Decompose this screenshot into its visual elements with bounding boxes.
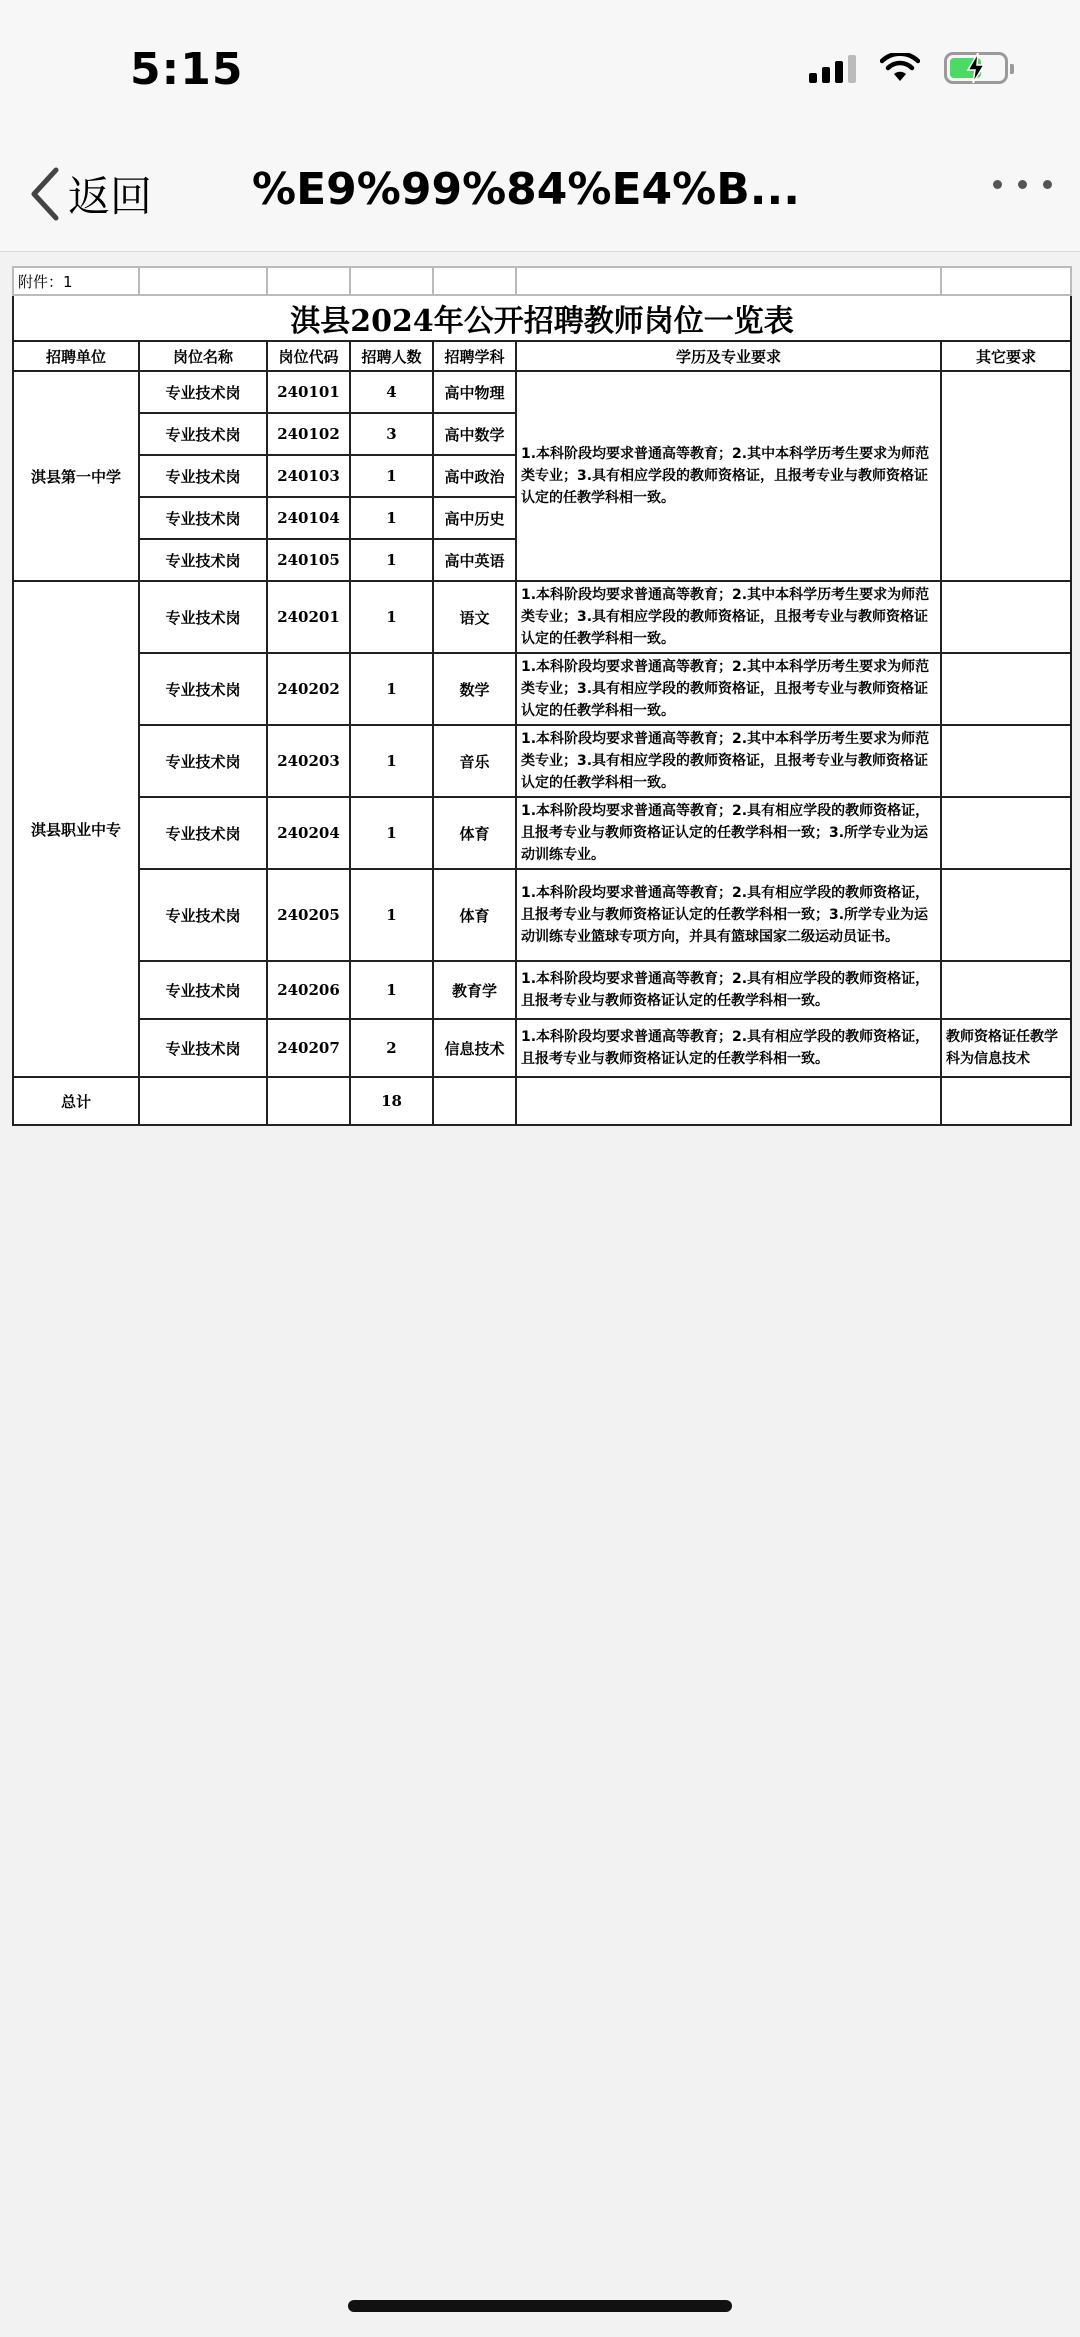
header-post-name: 岗位名称 (139, 341, 267, 371)
status-bar (0, 0, 1080, 140)
back-label: 返回 (68, 172, 153, 221)
header-count: 招聘人数 (350, 341, 433, 371)
subject-cell: 高中历史 (433, 497, 516, 539)
subject-cell: 音乐 (433, 725, 516, 797)
table-row (13, 581, 1071, 653)
total-count: 18 (350, 1077, 433, 1125)
post-code-cell: 240206 (267, 961, 350, 1019)
other-cell (941, 797, 1071, 869)
page-title: %E9%99%84%E4%B... (252, 164, 800, 215)
annex-row (13, 267, 1071, 295)
other-cell (941, 869, 1071, 961)
count-cell: 1 (350, 455, 433, 497)
subject-cell: 数学 (433, 653, 516, 725)
count-cell: 1 (350, 961, 433, 1019)
count-cell: 1 (350, 725, 433, 797)
total-label: 总计 (13, 1077, 139, 1125)
post-name-cell: 专业技术岗 (139, 371, 267, 413)
requirement-cell: 1.本科阶段均要求普通高等教育；2.具有相应学段的教师资格证，且报考专业与教师资格证认定的任教学科相一致。 (516, 1019, 941, 1077)
post-code-cell: 240102 (267, 413, 350, 455)
table-title: 淇县2024年公开招聘教师岗位一览表 (13, 295, 1071, 341)
header-requirements: 学历及专业要求 (516, 341, 941, 371)
count-cell: 1 (350, 539, 433, 581)
job-table (12, 266, 1072, 1126)
count-cell: 4 (350, 371, 433, 413)
total-row (13, 1077, 1071, 1125)
header-other: 其它要求 (941, 341, 1071, 371)
post-name-cell: 专业技术岗 (139, 497, 267, 539)
subject-cell: 体育 (433, 869, 516, 961)
count-cell: 1 (350, 653, 433, 725)
post-name-cell: 专业技术岗 (139, 539, 267, 581)
requirement-cell: 1.本科阶段均要求普通高等教育；2.其中本科学历考生要求为师范类专业；3.具有相应学段的教师资格证，且报考专业与教师资格证认定的任教学科相一致。 (516, 581, 941, 653)
table-row (13, 725, 1071, 797)
charging-bolt-icon (965, 52, 987, 84)
count-cell: 1 (350, 869, 433, 961)
unit-cell: 淇县第一中学 (13, 371, 139, 581)
battery-icon (944, 52, 1008, 84)
back-button[interactable] (28, 162, 152, 226)
post-name-cell: 专业技术岗 (139, 1019, 267, 1077)
other-cell (941, 581, 1071, 653)
count-cell: 2 (350, 1019, 433, 1077)
requirement-cell: 1.本科阶段均要求普通高等教育；2.具有相应学段的教师资格证，且报考专业与教师资格证认定的任教学科相一致。 (516, 961, 941, 1019)
home-indicator[interactable] (348, 2300, 732, 2312)
cellular-signal-icon (809, 53, 856, 83)
requirement-cell: 1.本科阶段均要求普通高等教育；2.具有相应学段的教师资格证，且报考专业与教师资格证认定的任教学科相一致；3.所学专业为运动训练专业篮球专项方向，并具有篮球国家二级运动员证书。 (516, 869, 941, 961)
post-code-cell: 240203 (267, 725, 350, 797)
post-code-cell: 240104 (267, 497, 350, 539)
post-code-cell: 240207 (267, 1019, 350, 1077)
post-code-cell: 240101 (267, 371, 350, 413)
other-cell (941, 725, 1071, 797)
table-row (13, 961, 1071, 1019)
annex-label: 附件：1 (13, 267, 139, 295)
table-row (13, 869, 1071, 961)
table-row (13, 1019, 1071, 1077)
other-cell (941, 653, 1071, 725)
header-subject: 招聘学科 (433, 341, 516, 371)
subject-cell: 体育 (433, 797, 516, 869)
post-code-cell: 240204 (267, 797, 350, 869)
unit-cell: 淇县职业中专 (13, 581, 139, 1077)
post-name-cell: 专业技术岗 (139, 653, 267, 725)
subject-cell: 教育学 (433, 961, 516, 1019)
post-name-cell: 专业技术岗 (139, 869, 267, 961)
post-name-cell: 专业技术岗 (139, 455, 267, 497)
subject-cell: 语文 (433, 581, 516, 653)
count-cell: 1 (350, 797, 433, 869)
table-header-row (13, 341, 1071, 371)
table-row (13, 797, 1071, 869)
table-row (13, 653, 1071, 725)
post-code-cell: 240205 (267, 869, 350, 961)
count-cell: 3 (350, 413, 433, 455)
count-cell: 1 (350, 497, 433, 539)
header-unit: 招聘单位 (13, 341, 139, 371)
requirement-cell: 1.本科阶段均要求普通高等教育；2.其中本科学历考生要求为师范类专业；3.具有相应学段的教师资格证，且报考专业与教师资格证认定的任教学科相一致。 (516, 653, 941, 725)
post-code-cell: 240103 (267, 455, 350, 497)
other-cell (941, 961, 1071, 1019)
count-cell: 1 (350, 581, 433, 653)
post-name-cell: 专业技术岗 (139, 797, 267, 869)
subject-cell: 信息技术 (433, 1019, 516, 1077)
post-name-cell: 专业技术岗 (139, 725, 267, 797)
requirement-cell: 1.本科阶段均要求普通高等教育；2.具有相应学段的教师资格证，且报考专业与教师资格证认定的任教学科相一致；3.所学专业为运动训练专业。 (516, 797, 941, 869)
post-code-cell: 240201 (267, 581, 350, 653)
post-name-cell: 专业技术岗 (139, 581, 267, 653)
post-code-cell: 240105 (267, 539, 350, 581)
wifi-icon (880, 53, 920, 83)
other-cell: 教师资格证任教学科为信息技术 (941, 1019, 1071, 1077)
post-name-cell: 专业技术岗 (139, 961, 267, 1019)
subject-cell: 高中英语 (433, 539, 516, 581)
post-code-cell: 240202 (267, 653, 350, 725)
requirement-cell: 1.本科阶段均要求普通高等教育；2.其中本科学历考生要求为师范类专业；3.具有相应学段的教师资格证，且报考专业与教师资格证认定的任教学科相一致。 (516, 725, 941, 797)
status-icons (809, 52, 1008, 84)
nav-bar (0, 140, 1080, 252)
more-options-icon[interactable] (993, 180, 1052, 189)
post-name-cell: 专业技术岗 (139, 413, 267, 455)
subject-cell: 高中政治 (433, 455, 516, 497)
other-cell (941, 371, 1071, 581)
table-row (13, 371, 1071, 413)
status-time: 5:15 (130, 44, 244, 95)
chevron-left-icon (28, 166, 62, 222)
subject-cell: 高中物理 (433, 371, 516, 413)
document-viewer[interactable] (0, 253, 1080, 2337)
subject-cell: 高中数学 (433, 413, 516, 455)
requirement-cell: 1.本科阶段均要求普通高等教育；2.其中本科学历考生要求为师范类专业；3.具有相应学段的教师资格证，且报考专业与教师资格证认定的任教学科相一致。 (516, 371, 941, 581)
header-post-code: 岗位代码 (267, 341, 350, 371)
